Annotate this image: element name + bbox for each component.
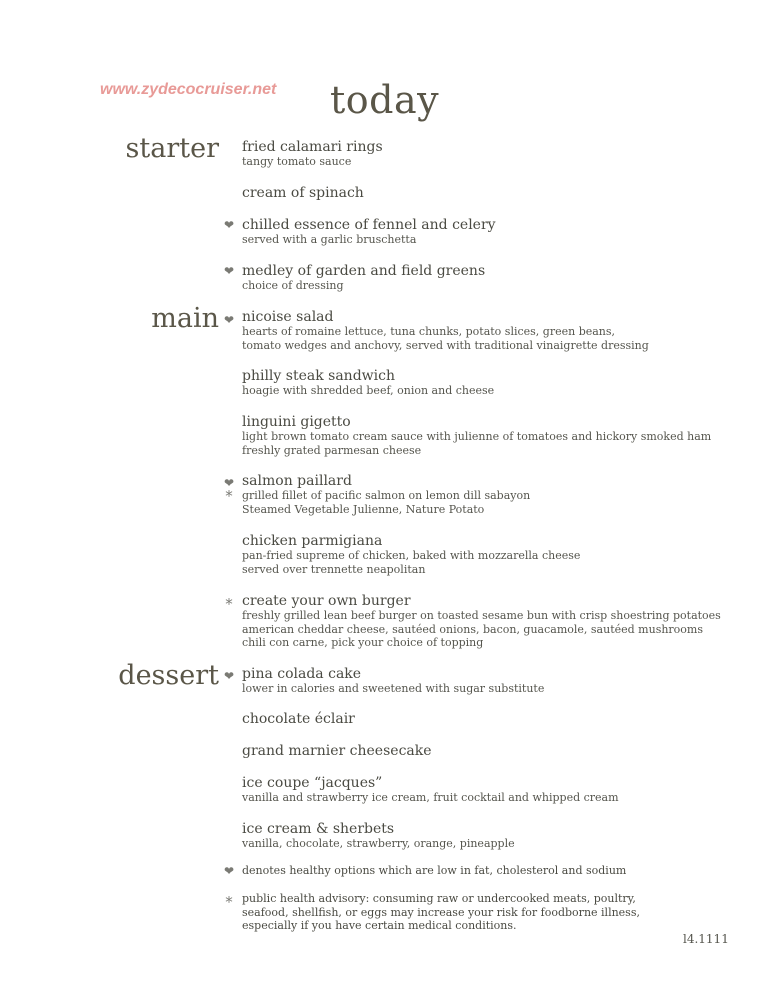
watermark: www.zydecocruiser.net <box>100 81 277 98</box>
menu-item-description: pan-fried supreme of chicken, baked with mozzarella cheese <box>242 549 581 562</box>
menu-item <box>242 139 742 169</box>
menu-item-name: medley of garden and field greens <box>242 263 486 279</box>
page-title: today <box>330 78 440 122</box>
menu-item <box>242 593 742 650</box>
menu-item <box>242 217 742 247</box>
menu-item <box>242 414 742 457</box>
menu-item-description: tangy tomato sauce <box>242 155 352 168</box>
menu-item-description: served with a garlic bruschetta <box>242 233 417 246</box>
heart-icon: ❤ <box>223 218 235 232</box>
menu-item <box>242 666 742 696</box>
menu-item-name: cream of spinach <box>242 185 364 201</box>
menu-item <box>242 309 742 352</box>
menu-item-description: served over trennette neapolitan <box>242 562 426 576</box>
menu-item-description: tomato wedges and anchovy, served with traditional vinaigrette dressing <box>242 338 649 352</box>
menu-item-name: nicoise salad <box>242 309 334 325</box>
healthy-note: denotes healthy options which are low in fat, cholesterol and sodium <box>242 864 627 877</box>
menu-item-description: vanilla, chocolate, strawberry, orange, pineapple <box>242 837 515 850</box>
menu-item <box>242 821 742 851</box>
asterisk-icon: * <box>225 893 233 911</box>
heart-icon: ❤ <box>223 669 235 683</box>
menu-item-name: chilled essence of fennel and celery <box>242 217 496 233</box>
menu-item <box>242 711 742 727</box>
menu-item <box>242 368 742 398</box>
menu-item-name: pina colada cake <box>242 666 362 682</box>
advisory-line: seafood, shellfish, or eggs may increase your risk for foodborne illness, <box>242 905 640 919</box>
advisory-line: public health advisory: consuming raw or undercooked meats, poultry, <box>242 892 636 905</box>
heart-icon: ❤ <box>223 476 235 490</box>
menu-item-name: philly steak sandwich <box>242 368 395 384</box>
heart-icon: ❤ <box>223 264 235 278</box>
menu-item-description: freshly grated parmesan cheese <box>242 443 422 457</box>
menu-item-description: vanilla and strawberry ice cream, fruit cocktail and whipped cream <box>242 791 619 804</box>
menu-item-name: ice cream & sherbets <box>242 821 395 837</box>
menu-item-name: ice coupe “jacques” <box>242 775 383 791</box>
heart-icon: ❤ <box>223 313 235 327</box>
heart-icon: ❤ <box>223 864 235 878</box>
menu-item-name: salmon paillard <box>242 473 352 489</box>
menu-item <box>242 185 742 201</box>
menu-item <box>242 533 742 576</box>
menu-item-description: hoagie with shredded beef, onion and cheese <box>242 384 495 397</box>
asterisk-icon: * <box>225 595 233 613</box>
menu-item-name: fried calamari rings <box>242 139 383 155</box>
menu-item-description: choice of dressing <box>242 279 344 292</box>
menu-item-name: grand marnier cheesecake <box>242 743 432 759</box>
menu-item-description: freshly grilled lean beef burger on toasted sesame bun with crisp shoestring potatoes <box>242 609 721 622</box>
menu-item-description: light brown tomato cream sauce with julienne of tomatoes and hickory smoked ham <box>242 430 712 443</box>
menu-item-description: hearts of romaine lettuce, tuna chunks, potato slices, green beans, <box>242 325 616 338</box>
menu-item-description: chili con carne, pick your choice of topping <box>242 636 484 649</box>
menu-item-description: lower in calories and sweetened with sugar substitute <box>242 682 545 695</box>
menu-item-name: create your own burger <box>242 593 411 609</box>
section-label-main: main <box>151 303 219 334</box>
menu-item-name: chocolate éclair <box>242 711 355 727</box>
section-label-dessert: dessert <box>118 660 219 691</box>
health-advisory-note <box>242 892 640 933</box>
advisory-line: especially if you have certain medical conditions. <box>242 919 517 932</box>
menu-item-description: american cheddar cheese, sautéed onions, bacon, guacamole, sautéed mushrooms <box>242 622 704 636</box>
menu-item <box>242 473 742 516</box>
menu-item-name: linguini gigetto <box>242 414 351 430</box>
menu-item <box>242 775 742 805</box>
asterisk-icon: * <box>225 487 233 505</box>
menu-item-description: grilled fillet of pacific salmon on lemon dill sabayon <box>242 489 531 502</box>
menu-item <box>242 743 742 759</box>
menu-item-description: Steamed Vegetable Julienne, Nature Potato <box>242 502 485 516</box>
section-label-starter: starter <box>125 133 219 164</box>
page-code: l4.1111 <box>683 932 729 946</box>
menu-item <box>242 263 742 293</box>
menu-item-name: chicken parmigiana <box>242 533 383 549</box>
